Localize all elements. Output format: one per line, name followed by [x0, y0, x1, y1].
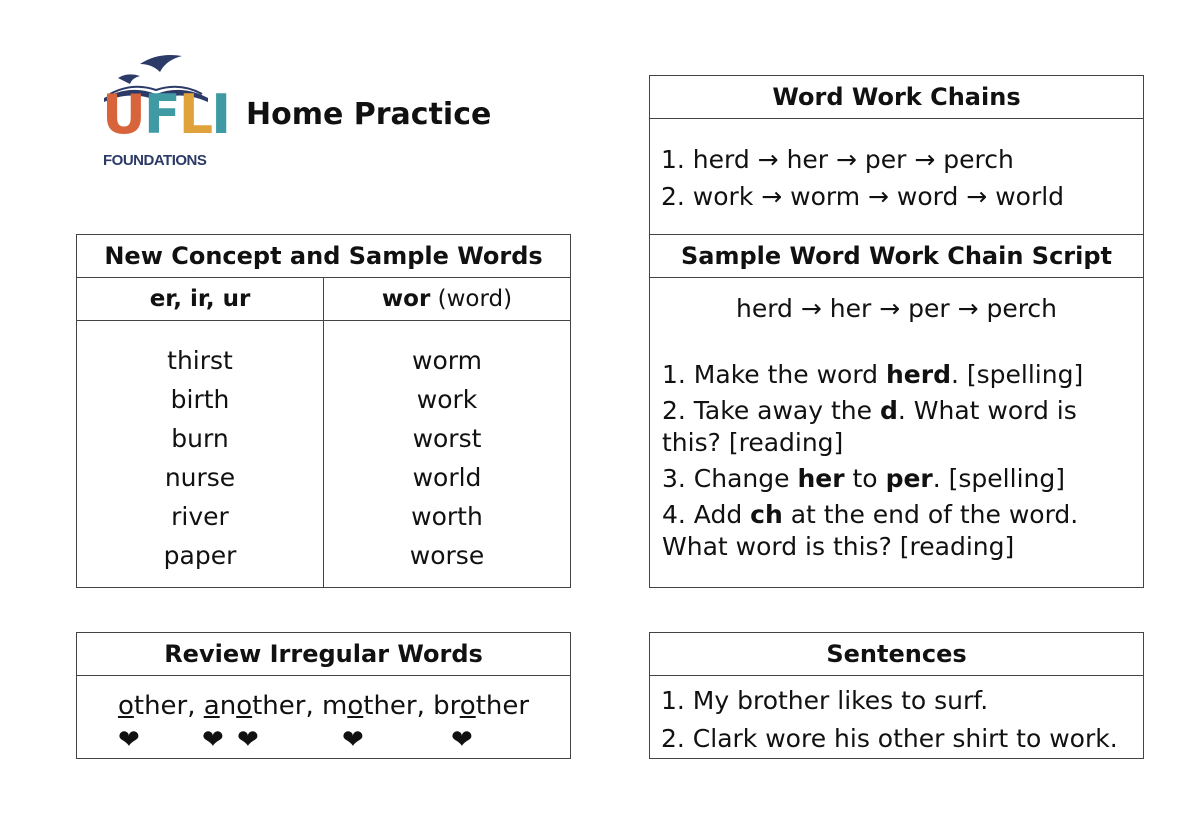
script-step-4: 4. Add ch at the end of the word. What word is this? [reading] [662, 500, 1079, 561]
heart-icon: ❤ [237, 725, 259, 755]
logo-wordmark [102, 83, 230, 146]
list-item: thirst [167, 346, 233, 375]
list-item: nurse [164, 463, 236, 492]
list-item: river [171, 502, 229, 531]
list-item: 1. herd → her → per → perch [661, 145, 1014, 174]
list-item: 2. work → worm → word → world [661, 182, 1065, 211]
list-item: burn [171, 424, 229, 453]
col2-header-pattern: wor [381, 286, 431, 312]
script-chain: herd → her → per → perch [735, 294, 1058, 323]
list-item: world [412, 463, 482, 492]
list-item: paper [163, 541, 237, 570]
concept-columns [77, 321, 570, 587]
script-step-2: 2. Take away the d. What word is this? [reading] [662, 396, 1077, 457]
irregular-title: Review Irregular Words [77, 633, 570, 676]
irregular-words-box [76, 632, 571, 759]
list-item: work [416, 385, 478, 414]
script-steps [650, 323, 1143, 563]
col2-header [324, 278, 570, 320]
chain-script-box [649, 234, 1144, 588]
page-title: Home Practice [246, 97, 492, 132]
concept-table [76, 234, 571, 588]
list-item: worth [411, 502, 483, 531]
script-title: Sample Word Work Chain Script [650, 235, 1143, 278]
chains-title: Word Work Chains [650, 76, 1143, 119]
heart-icon: ❤ [451, 725, 473, 755]
col2-words [324, 321, 570, 587]
chain-list [650, 119, 1143, 215]
list-item: 1. My brother likes to surf. [661, 686, 989, 715]
list-item: worst [412, 424, 482, 453]
list-item: 2. Clark wore his other shirt to work. [661, 724, 1118, 753]
logo-subtitle: FOUNDATIONS [103, 152, 207, 169]
ufli-logo [100, 54, 230, 174]
list-item: worse [409, 541, 485, 570]
logo-letter-u: U [102, 83, 144, 146]
logo-letter-i: I [211, 83, 230, 146]
heart-icon: ❤ [342, 725, 364, 755]
sentences-box [649, 632, 1144, 759]
col1-header: er, ir, ur [77, 278, 324, 320]
concept-column-headers [77, 278, 570, 321]
concept-title: New Concept and Sample Words [77, 235, 570, 278]
logo-letter-l: L [178, 83, 212, 146]
col2-header-example: (word) [430, 286, 513, 312]
sentences-title: Sentences [650, 633, 1143, 676]
word-chains-box [649, 75, 1144, 235]
logo-letter-f: F [143, 83, 179, 146]
script-step-1: 1. Make the word herd. [spelling] [662, 360, 1084, 389]
heart-icon: ❤ [202, 725, 224, 755]
script-step-3: 3. Change her to per. [spelling] [662, 464, 1065, 493]
irregular-words: other, another, mother, brother [117, 691, 530, 721]
list-item: birth [170, 385, 230, 414]
col1-words [77, 321, 324, 587]
list-item: worm [412, 346, 482, 375]
heart-icon: ❤ [118, 725, 140, 755]
sentence-list [650, 676, 1143, 758]
